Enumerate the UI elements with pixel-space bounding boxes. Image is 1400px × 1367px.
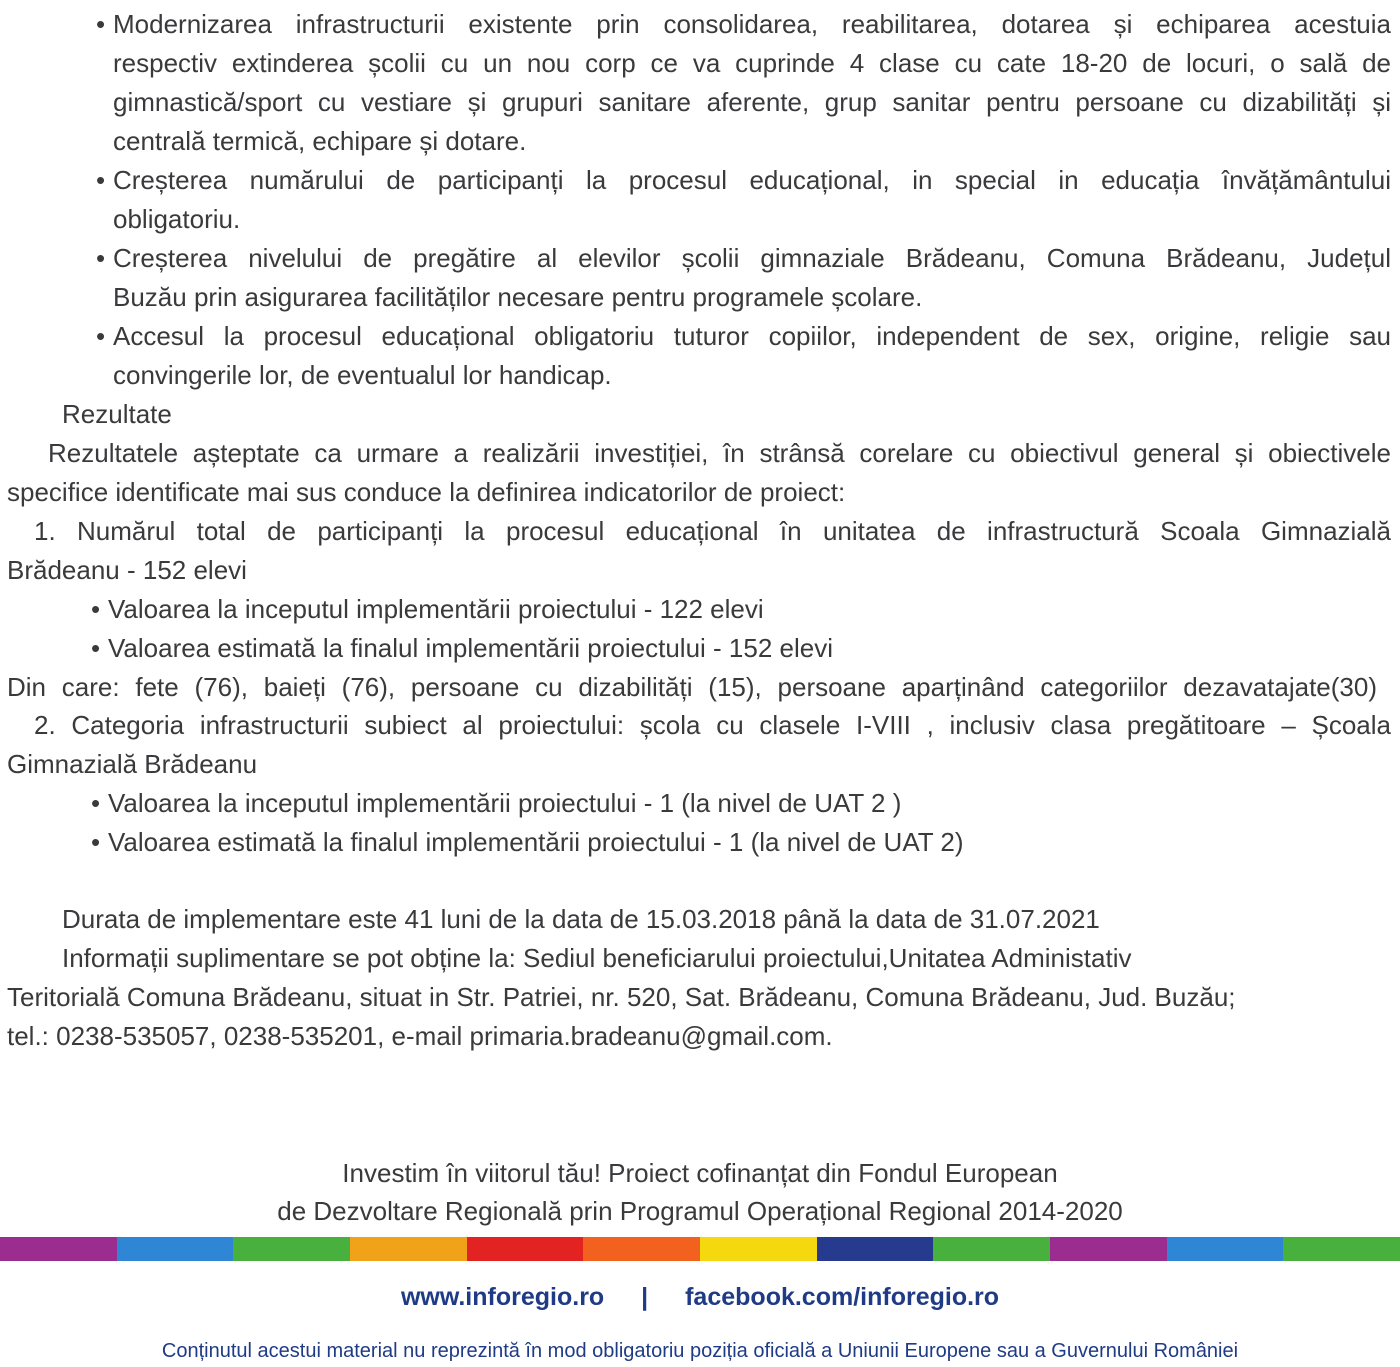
stripe-segment [1050,1237,1167,1261]
bullet-dot: • [96,165,106,195]
indicator-1-line-1: 1. Numărul total de participanți la procesul educațional în unitatea de infrastructură Scoala Gimnazială [34,516,1391,546]
stripe-segment [117,1237,234,1261]
inforegio-facebook-link[interactable]: facebook.com/inforegio.ro [685,1283,1000,1311]
indicator-1-line-2: Brădeanu - 152 elevi [7,555,247,585]
stripe-segment [1283,1237,1400,1261]
bullet-dot: • [96,9,106,39]
stripe-segment [1167,1237,1284,1261]
bullet-dot: • [96,321,106,351]
bullet-dot: • [91,788,101,818]
indicator-1-start-value: Valoarea la inceputul implementării proiectului - 122 elevi [108,594,764,624]
bullet-4-line-1: Accesul la procesul educațional obligatoriu tuturor copiilor, independent de sex, origine, religie sau [113,321,1391,351]
indicator-2-line-1: 2. Categoria infrastructurii subiect al proiectului: școla cu clasele I-VIII , inclusiv clasa pregătitoare – Școala [34,710,1391,740]
bullet-4-line-2: convingerile lor, de eventualul lor handicap. [113,360,612,390]
bullet-dot: • [96,243,106,273]
disclaimer-text: Conținutul acestui material nu reprezintă în mod obligatoriu poziția oficială a Uniunii Europene sau a Guvernului României [161,1340,1239,1362]
contact-line-1: Informații suplimentare se pot obține la: Sediul beneficiarului proiectului,Unitatea Administativ [62,943,1132,973]
footer-line-2: de Dezvoltare Regională prin Programul Operațional Regional 2014-2020 [277,1196,1123,1226]
footer-links [0,1283,1400,1312]
results-intro-line-2: specifice identificate mai sus conduce la definirea indicatorilor de proiect: [7,477,846,507]
indicator-2-end-value: Valoarea estimată la finalul implementării proiectului - 1 (la nivel de UAT 2) [108,827,964,857]
results-heading: Rezultate [62,399,172,429]
bullet-3-line-2: Buzău prin asigurarea facilităților necesare pentru programele școlare. [113,282,923,312]
indicator-1-end-value: Valoarea estimată la finalul implementării proiectului - 152 elevi [108,633,833,663]
bullet-3-line-1: Creșterea nivelului de pregătire al elevilor școlii gimnaziale Brădeanu, Comuna Brădeanu, Județul [113,243,1391,273]
indicator-2-line-2: Gimnazială Brădeanu [7,749,258,779]
bullet-dot: • [91,827,101,857]
stripe-segment [0,1237,117,1261]
stripe-segment [233,1237,350,1261]
bullet-1-line-1: Modernizarea infrastructurii existente prin consolidarea, reabilitarea, dotarea și echiparea acestuia [113,9,1391,39]
bullet-1-line-3: gimnastică/sport cu vestiare și grupuri sanitare aferente, grup sanitar pentru persoane cu dizabilități și [113,87,1391,117]
bullet-1-line-4: centrală termică, echipare și dotare. [113,126,527,156]
bullet-2-line-2: obligatoriu. [113,204,241,234]
results-intro-line-1: Rezultatele așteptate ca urmare a realizării investiției, în strânsă corelare cu obiectivul general și obiectivele [48,438,1391,468]
stripe-segment [467,1237,584,1261]
bullet-dot: • [91,594,101,624]
indicator-2-start-value: Valoarea la inceputul implementării proiectului - 1 (la nivel de UAT 2 ) [108,788,902,818]
contact-line-2: Teritorială Comuna Brădeanu, situat in Str. Patriei, nr. 520, Sat. Brădeanu, Comuna Brădeanu, Jud. Buzău; [7,982,1236,1012]
inforegio-website-link[interactable]: www.inforegio.ro [400,1283,605,1311]
stripe-segment [933,1237,1050,1261]
stripe-segment [700,1237,817,1261]
stripe-segment [350,1237,467,1261]
bullet-2-line-1: Creșterea numărului de participanți la procesul educațional, in special in educația învățământului [113,165,1391,195]
footer-line-1: Investim în viitorul tău! Proiect cofinanțat din Fondul European [342,1158,1058,1188]
breakdown-line: Din care: fete (76), baieți (76), persoane cu dizabilități (15), persoane aparținând categoriilor dezavatajate(30) [7,672,1377,702]
stripe-segment [583,1237,700,1261]
bullet-1-line-2: respectiv extinderea școlii cu un nou corp ce va cuprinde 4 clase cu cate 18-20 de locuri, o sală de [113,48,1391,78]
duration-text: Durata de implementare este 41 luni de la data de 15.03.2018 până la data de 31.07.2021 [62,904,1100,934]
link-separator: | [641,1283,649,1311]
bullet-dot: • [91,633,101,663]
color-stripe [0,1237,1400,1261]
contact-line-3: tel.: 0238-535057, 0238-535201, e-mail primaria.bradeanu@gmail.com. [7,1021,833,1051]
stripe-segment [817,1237,934,1261]
